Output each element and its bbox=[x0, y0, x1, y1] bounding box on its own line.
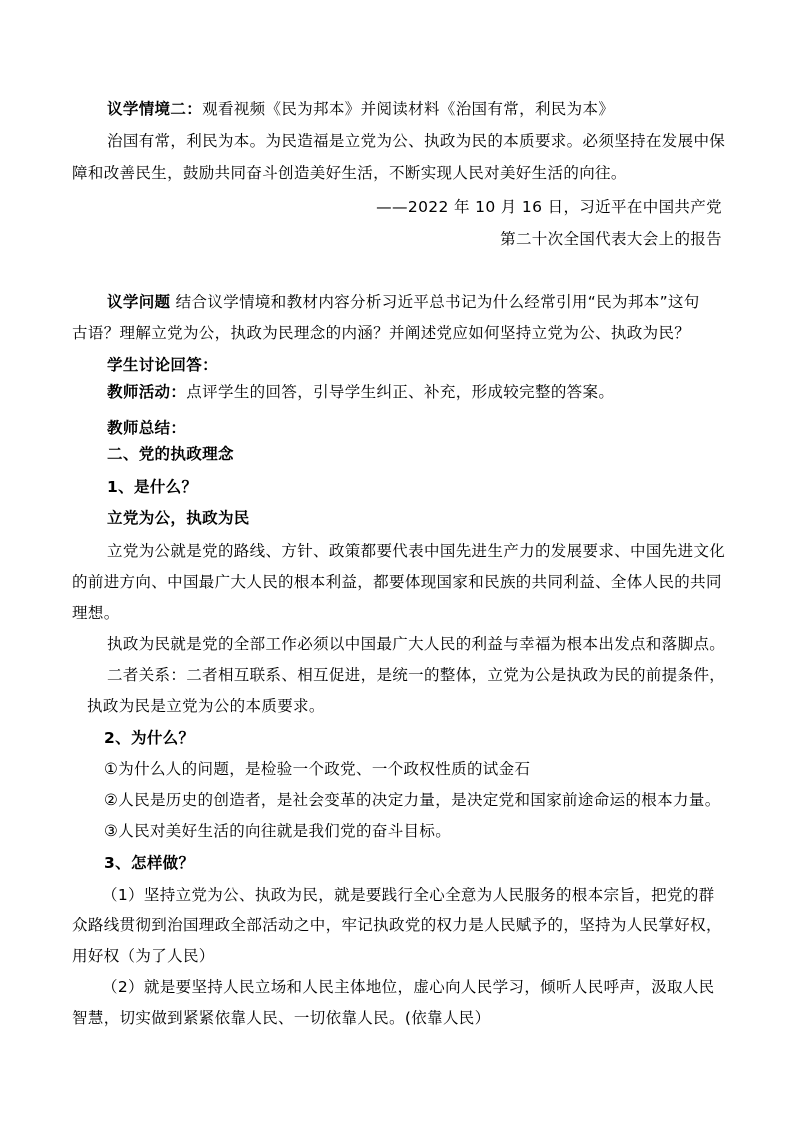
why-item-2: ②人民是历史的创造者，是社会变革的决定力量，是决定党和国家前途命运的根本力量。 bbox=[104, 791, 721, 809]
how-item-1-line-3: 用好权（为了人民） bbox=[72, 947, 215, 965]
concept-title: 立党为公，执政为民 bbox=[107, 509, 250, 527]
paragraph-3-line-1: 二者关系：二者相互联系、相互促进，是统一的整体，立党为公是执政为民的前提条件， bbox=[107, 666, 726, 684]
section-heading: 二、党的执政理念 bbox=[107, 445, 234, 463]
paragraph-1-line-2: 的前进方向、中国最广大人民的根本利益，都要体现国家和民族的共同利益、全体人民的共同 bbox=[72, 573, 722, 591]
how-heading: 3、怎样做？ bbox=[104, 854, 195, 872]
how-item-2-line-1: （2）就是要坚持人民立场和人民主体地位，虚心向人民学习，倾听人民呼声，汲取人民 bbox=[102, 978, 715, 996]
teacher-activity-text: 点评学生的回答，引导学生纠正、补充，形成较完整的答案。 bbox=[186, 383, 615, 401]
paragraph-1-line-3: 理想。 bbox=[72, 604, 120, 622]
student-discussion-label: 学生讨论回答： bbox=[107, 356, 218, 374]
how-item-1-line-1: （1）坚持立党为公、执政为民，就是要践行全心全意为人民服务的根本宗旨，把党的群 bbox=[102, 886, 715, 904]
question-text-1: 结合议学情境和教材内容分析习近平总书记为什么经常引用“民为邦本”这句 bbox=[170, 293, 700, 311]
question-line-2: 古语？理解立党为公，执政为民理念的内涵？并阐述党应如何坚持立党为公、执政为民？ bbox=[72, 324, 691, 342]
how-item-1-line-2: 众路线贯彻到治国理政全部活动之中，牢记执政党的权力是人民赋予的，坚持为人民掌好权， bbox=[72, 916, 722, 934]
teacher-activity-line bbox=[107, 382, 614, 402]
question-label: 议学问题 bbox=[107, 293, 171, 311]
situation-paragraph-line-1: 治国有常，利民为本。为民造福是立党为公、执政为民的本质要求。必须坚持在发展中保 bbox=[107, 132, 726, 150]
why-item-3: ③人民对美好生活的向往就是我们党的奋斗目标。 bbox=[104, 822, 452, 840]
why-item-1: ①为什么人的问题，是检验一个政党、一个政权性质的试金石 bbox=[104, 760, 531, 778]
situation-source-line-2: 第二十次全国代表大会上的报告 bbox=[500, 230, 722, 248]
situation-label: 议学情境二： bbox=[107, 100, 203, 118]
paragraph-3-line-2: 执政为民是立党为公的本质要求。 bbox=[87, 697, 325, 715]
how-item-2-line-2: 智慧，切实做到紧紧依靠人民、一切依靠人民。(依靠人民） bbox=[72, 1009, 491, 1027]
question-line-1 bbox=[107, 292, 700, 312]
situation-text: 观看视频《民为邦本》并阅读材料《治国有常，利民为本》 bbox=[202, 100, 615, 118]
what-heading: 1、是什么？ bbox=[107, 478, 198, 496]
paragraph-2: 执政为民就是党的全部工作必须以中国最广大人民的利益与幸福为根本出发点和落脚点。 bbox=[107, 635, 726, 653]
teacher-summary-label: 教师总结： bbox=[107, 419, 187, 437]
why-heading: 2、为什么？ bbox=[104, 729, 195, 747]
situation-paragraph-line-2: 障和改善民生，鼓励共同奋斗创造美好生活，不断实现人民对美好生活的向往。 bbox=[72, 164, 627, 182]
situation-source-line-1: ——2022 年 10 月 16 日，习近平在中国共产党 bbox=[376, 198, 722, 216]
teacher-activity-label: 教师活动： bbox=[107, 383, 187, 401]
situation-line bbox=[107, 99, 614, 119]
paragraph-1-line-1: 立党为公就是党的路线、方针、政策都要代表中国先进生产力的发展要求、中国先进文化 bbox=[107, 542, 726, 560]
